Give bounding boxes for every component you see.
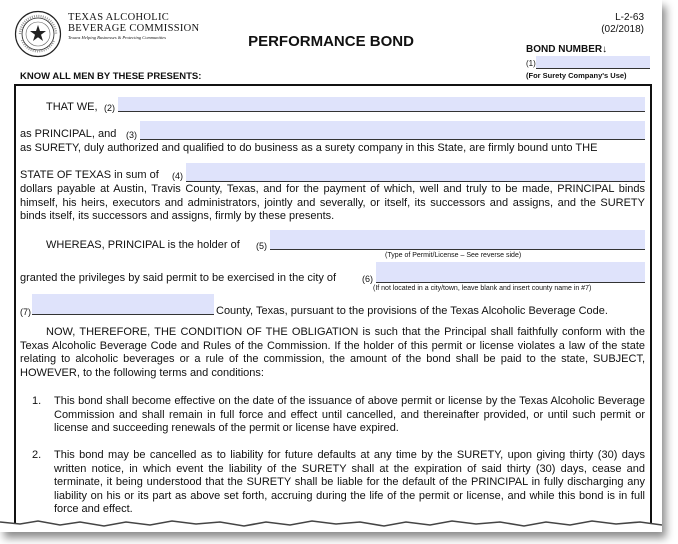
permit-type-note: (Type of Permit/License – See reverse side): [385, 252, 522, 259]
city-note: (If not located in a city/town, leave blank and insert county name in #7): [373, 285, 592, 292]
torn-edge: [0, 514, 662, 532]
state-of-texas-label: STATE OF TEXAS in sum of: [20, 169, 159, 181]
org-name-line2: BEVERAGE COMMISSION: [68, 23, 200, 34]
item-number-2: 2.: [32, 449, 42, 461]
bond-number-label: BOND NUMBER↓: [526, 44, 608, 55]
field-number-3: (3): [126, 130, 137, 140]
bond-number-note: (For Surety Company's Use): [526, 71, 627, 80]
that-we-label: THAT WE,: [46, 101, 98, 113]
granted-label: granted the privileges by said permit to be exercised in the city of: [20, 272, 337, 284]
field-number-5: (5): [256, 241, 267, 251]
county-text: County, Texas, pursuant to the provisions of the Texas Alcoholic Beverage Code.: [216, 305, 608, 317]
as-principal-label: as PRINCIPAL, and: [20, 128, 117, 140]
form-number: L-2-63: [615, 12, 644, 23]
org-name-line1: TEXAS ALCOHOLIC: [68, 12, 170, 23]
bond-number-field[interactable]: [536, 56, 650, 69]
form-date: (02/2018): [601, 24, 644, 35]
know-all-heading: KNOW ALL MEN BY THESE PRESENTS:: [20, 71, 202, 82]
whereas-label: WHEREAS, PRINCIPAL is the holder of: [46, 239, 240, 251]
field-number-4: (4): [172, 171, 183, 181]
county-field[interactable]: [32, 294, 214, 315]
surety-line: as SURETY, duly authorized and qualified to do business as a surety company in this State, are firmly bound unto THE: [20, 142, 598, 154]
field-number-2: (2): [104, 103, 115, 113]
org-tagline: Texans Helping Businesses & Protecting Communities: [68, 35, 167, 40]
principal-name-field[interactable]: [118, 97, 645, 112]
condition-item-1: This bond shall become effective on the date of the issuance of above permit or license by the Texas Alcoholic Beverage Commission and shall remain in full force and effect until cancelled, and thereinafter provided, or until such permit or license and succeeding renewals of the permit or license have expired.: [54, 395, 645, 435]
dollars-paragraph: dollars payable at Austin, Travis County, Texas, and for the payment of which, well and truly to be made, PRINCIPAL binds himself, his heirs, executors and administrators, jointly and severally, or itself, its successors and assigns, and the SURETY binds itself, its successors and assigns, firmly by these presents.: [20, 183, 645, 223]
surety-name-field[interactable]: [140, 121, 645, 140]
field-number-1: (1): [526, 59, 536, 68]
city-field[interactable]: [376, 262, 645, 283]
page-title: PERFORMANCE BOND: [248, 33, 414, 50]
bond-amount-field[interactable]: [186, 163, 645, 182]
permit-type-field[interactable]: [270, 230, 645, 250]
condition-item-2: This bond may be cancelled as to liability for future defaults at any time by the SURETY, upon giving thirty (30) days written notice, in which event the liability of the SURETY shall at the expiration of said thirty (30) days, cease and terminate, it being understood that the SURETY shall be liable for the default of the PRINCIPAL in fully discharging any liability on his or its part as above set forth, accruing during the life of the permit or license, and while this bond is in full force and effect.: [54, 449, 645, 516]
field-number-7: (7): [20, 307, 31, 317]
item-number-1: 1.: [32, 395, 42, 407]
field-number-6: (6): [362, 274, 373, 284]
condition-paragraph: NOW, THEREFORE, THE CONDITION OF THE OBLIGATION is such that the Principal shall faithfully conform with the Texas Alcoholic Beverage Code and Rules of the Commission. If the holder of this permit or license violates a law of the state relating to alcoholic beverages or a rule of the commission, the amount of the bond shall be paid to the state, SUBJECT, HOWEVER, to the following terms and conditions:: [20, 326, 645, 379]
